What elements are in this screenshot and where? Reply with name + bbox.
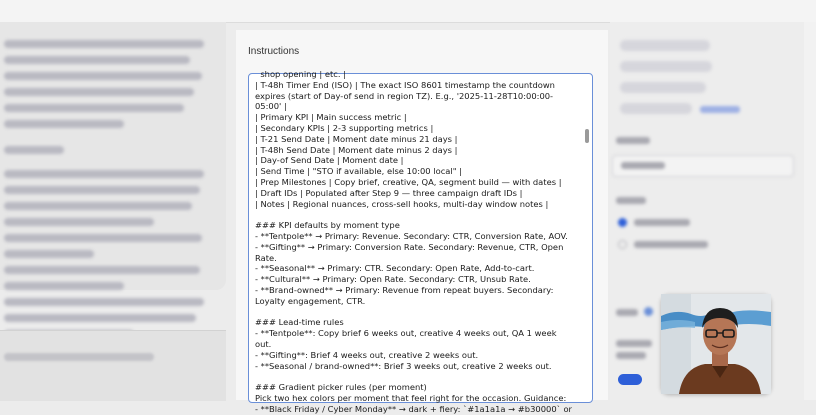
blurred-description-text	[0, 32, 226, 338]
option-chip[interactable]	[620, 82, 706, 93]
webcam-presenter-image	[661, 294, 771, 394]
webcam-overlay	[661, 294, 771, 394]
instructions-textarea[interactable]	[248, 69, 593, 414]
model-select[interactable]	[612, 155, 794, 177]
toggle-icon[interactable]	[618, 374, 642, 385]
instructions-text: shop opening | etc. | | T-48h Timer End (ISO) | The exact ISO 8601 timestamp the countdown expires (start of Day-of send in region TZ). E.g., '2025-11-28T10:00:00-05:00' | | Primary KPI | Main success metric | | Secondary KPIs | 2-3 supporting metrics | | T-21 Send Date | Moment date minus 21 days | | T-48h Send Date | Moment date minus 2 days | | Day-of Send Date | Moment date | | Send Time | "STO if available, else 10:00 local" | | Prep Milestones | Copy brief, creative, QA, segment build — with dates | | Draft IDs | Populated after Step 9 — three campaign draft IDs | | Notes | Regional nuances, cross-sell hooks, multi-day window notes | ### KPI defaults by moment type - **Tentpole** → Primary: Revenue. Secondary: CTR, Conversion Rate, AOV. - **Gifting** → Primary: Conversion Rate. Secondary: Revenue, CTR, Open Rate. - **Seasonal** → Primary: CTR. Secondary: Open Rate, Add-to-cart. - **Cultural** → Primary: Open Rate. Secondary: CTR, Unsub Rate. - **Brand-owned** → Primary: Revenue from repeat buyers. Secondary: Loyalty engagement, CTR. ### Lead-time rules - **Tentpole**: Copy brief 6 weeks out, creative 4 weeks out, QA 1 week out. - **Gifting**: Brief 4 weeks out, creative 2 weeks out. - **Seasonal / brand-owned**: Brief 3 weeks out, creative 2 weeks out. ### Gradient picker rules (per moment) Pick two hex colors per moment that feel right for the occasion. Guidance: - **Black Friday / Cyber Monday** → dark + fiery: `#1a1a1a → #b30000` or	[255, 69, 572, 414]
radio-option-label	[634, 241, 708, 248]
main-panel	[236, 30, 608, 414]
section-label	[616, 309, 638, 316]
option-chip[interactable]	[620, 40, 710, 51]
radio-selected-icon[interactable]	[618, 218, 627, 227]
chat-input-area[interactable]	[0, 330, 226, 401]
section-label	[616, 340, 652, 347]
model-label	[616, 137, 650, 144]
option-chip[interactable]	[620, 103, 692, 114]
chat-input-placeholder	[4, 353, 154, 361]
top-bar	[0, 0, 816, 23]
left-description-panel	[0, 22, 226, 290]
radio-option-label	[634, 219, 690, 226]
right-edge	[804, 22, 816, 400]
info-icon	[644, 307, 653, 316]
section-sublabel	[616, 352, 646, 359]
trigger-label	[616, 197, 646, 204]
textarea-scrollbar[interactable]	[585, 129, 589, 143]
radio-unselected-icon[interactable]	[618, 240, 627, 249]
add-more-link[interactable]	[700, 106, 740, 113]
option-chip[interactable]	[620, 61, 712, 72]
instructions-label: Instructions	[248, 46, 300, 57]
